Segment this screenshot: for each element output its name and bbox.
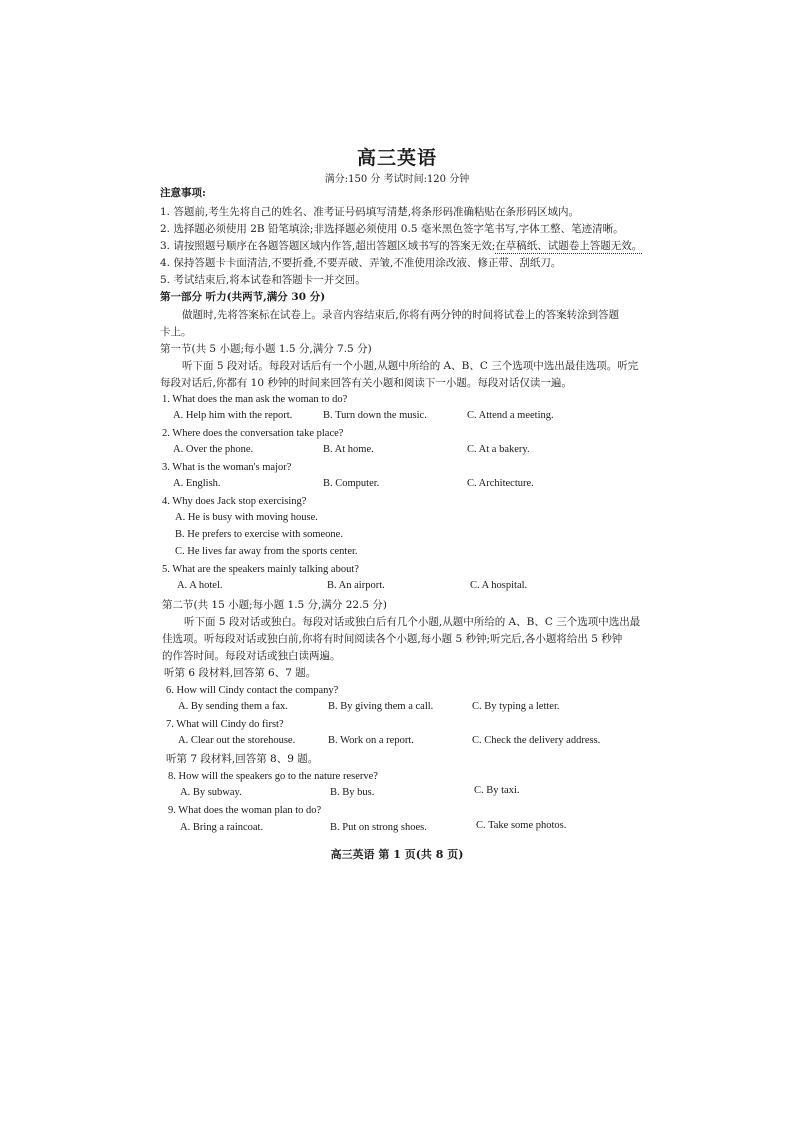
note-item-3-text: 3. 请按照题号顺序在各题答题区域内作答,超出答题区域书写的答案无效; — [160, 240, 496, 252]
part1-instruction-2: 卡上。 — [160, 326, 192, 338]
section1-instruction-1: 听下面 5 段对话。每段对话后有一个小题,从题中所给的 A、B、C 三个选项中选出最佳选项。听完 — [182, 360, 639, 372]
q9-option-c: C. Take some photos. — [476, 820, 567, 831]
q6-option-c: C. By typing a letter. — [472, 701, 560, 712]
q2-option-a: A. Over the phone. — [173, 444, 254, 455]
q7-option-c: C. Check the delivery address. — [472, 735, 601, 746]
material-6-instruction: 听第 6 段材料,回答第 6、7 题。 — [164, 667, 317, 679]
note-item-3 — [160, 239, 642, 253]
note-item-2: 2. 选择题必须使用 2B 铅笔填涂;非选择题必须使用 0.5 毫米黑色签字笔书写,字体工整、笔迹清晰。 — [160, 223, 624, 235]
q1-option-a: A. Help him with the report. — [173, 410, 293, 421]
part1-heading: 第一部分 听力(共两节,满分 30 分) — [160, 291, 326, 303]
q8-option-a: A. By subway. — [180, 787, 242, 798]
question-2: 2. Where does the conversation take place? — [162, 428, 344, 439]
q1-option-b: B. Turn down the music. — [323, 410, 427, 421]
q5-option-a: A. A hotel. — [177, 580, 223, 591]
q3-option-a: A. English. — [173, 478, 221, 489]
q2-option-b: B. At home. — [323, 444, 374, 455]
section2-instruction-1: 听下面 5 段对话或独白。每段对话或独白后有几个小题,从题中所给的 A、B、C 三个选项中选出最 — [184, 616, 641, 628]
question-6: 6. How will Cindy contact the company? — [166, 685, 339, 696]
note-item-3-emphasis: 在草稿纸、试题卷上答题无效。 — [495, 240, 643, 252]
section2-heading: 第二节(共 15 小题;每小题 1.5 分,满分 22.5 分) — [162, 599, 388, 611]
question-3: 3. What is the woman's major? — [162, 462, 292, 473]
q4-option-c: C. He lives far away from the sports center. — [175, 546, 358, 557]
section1-instruction-2: 每段对话后,你都有 10 秒钟的时间来回答有关小题和阅读下一小题。每段对话仅读一遍。 — [160, 377, 572, 389]
q4-option-b: B. He prefers to exercise with someone. — [175, 529, 343, 540]
q8-option-c: C. By taxi. — [474, 785, 520, 796]
q9-option-a: A. Bring a raincoat. — [180, 822, 264, 833]
notes-heading: 注意事项: — [160, 187, 206, 199]
q3-option-c: C. Architecture. — [467, 478, 534, 489]
question-9: 9. What does the woman plan to do? — [168, 805, 322, 816]
note-item-5: 5. 考试结束后,将本试卷和答题卡一并交回。 — [160, 274, 366, 286]
note-item-4: 4. 保持答题卡卡面清洁,不要折叠,不要弄破、弄皱,不准使用涂改液、修正带、刮纸刀。 — [160, 257, 562, 269]
section1-heading: 第一节(共 5 小题;每小题 1.5 分,满分 7.5 分) — [160, 343, 372, 355]
question-7: 7. What will Cindy do first? — [166, 719, 284, 730]
q1-option-c: C. Attend a meeting. — [467, 410, 554, 421]
note-item-1: 1. 答题前,考生先将自己的姓名、准考证号码填写清楚,将条形码准确粘贴在条形码区域内。 — [160, 206, 580, 218]
q4-option-a: A. He is busy with moving house. — [175, 512, 318, 523]
part1-instruction-1: 做题时,先将答案标在试卷上。录音内容结束后,你将有两分钟的时间将试卷上的答案转涂到答题 — [182, 309, 620, 321]
section2-instruction-2: 佳选项。听每段对话或独白前,你将有时间阅读各个小题,每小题 5 秒钟;听完后,各小题将给出 5 秒钟 — [162, 633, 623, 645]
q5-option-c: C. A hospital. — [470, 580, 528, 591]
section2-instruction-3: 的作答时间。每段对话或独白读两遍。 — [162, 650, 341, 662]
exam-subtitle: 满分:150 分 考试时间:120 分钟 — [324, 174, 470, 185]
q6-option-b: B. By giving them a call. — [328, 701, 434, 712]
question-1: 1. What does the man ask the woman to do? — [162, 394, 348, 405]
q5-option-b: B. An airport. — [327, 580, 385, 591]
material-7-instruction: 听第 7 段材料,回答第 8、9 题。 — [166, 753, 319, 765]
q7-option-b: B. Work on a report. — [328, 735, 414, 746]
exam-title: 高三英语 — [356, 147, 437, 169]
q7-option-a: A. Clear out the storehouse. — [178, 735, 296, 746]
q6-option-a: A. By sending them a fax. — [178, 701, 288, 712]
q3-option-b: B. Computer. — [323, 478, 380, 489]
q2-option-c: C. At a bakery. — [467, 444, 530, 455]
question-8: 8. How will the speakers go to the nature reserve? — [168, 771, 378, 782]
question-5: 5. What are the speakers mainly talking about? — [162, 564, 359, 575]
page-footer: 高三英语 第 1 页(共 8 页) — [330, 848, 464, 861]
q8-option-b: B. By bus. — [330, 787, 375, 798]
question-4: 4. Why does Jack stop exercising? — [162, 496, 307, 507]
q9-option-b: B. Put on strong shoes. — [330, 822, 427, 833]
